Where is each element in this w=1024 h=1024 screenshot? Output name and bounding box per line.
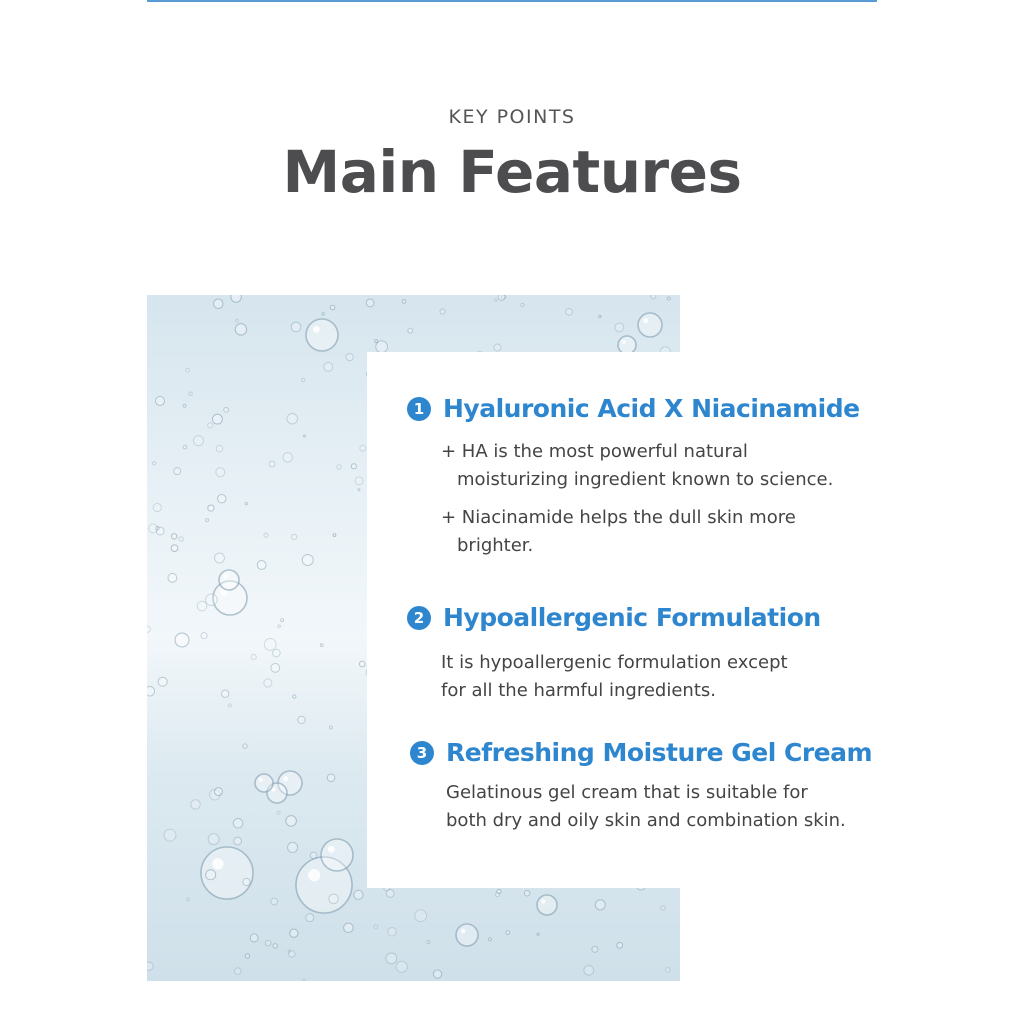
bubble-decoration <box>233 819 243 829</box>
bubble-decoration <box>415 910 427 922</box>
bubble-decoration <box>186 368 190 372</box>
bubble-highlight <box>283 776 288 781</box>
feature-1-point-1 <box>441 438 833 494</box>
bubble-decoration <box>537 933 539 935</box>
feature-3-title: Refreshing Moisture Gel Cream <box>446 738 873 767</box>
bubble-decoration <box>153 462 156 465</box>
bubble-decoration <box>271 898 278 905</box>
bubble-decoration <box>402 300 406 304</box>
bubble-decoration <box>489 938 492 941</box>
bubble-decoration <box>617 942 623 948</box>
number-1-badge: 1 <box>407 397 431 421</box>
bubble-decoration <box>228 704 231 707</box>
bubble-decoration <box>235 324 246 335</box>
bubble-decoration <box>344 923 354 933</box>
bubble-decoration <box>168 573 177 582</box>
bubble-decoration <box>375 340 378 343</box>
bubble-decoration <box>638 313 662 337</box>
bubble-decoration <box>235 319 238 322</box>
bubble-decoration <box>584 966 594 976</box>
bubble-decoration <box>273 944 277 948</box>
bubble-decoration <box>208 423 213 428</box>
eyebrow-label: KEY POINTS <box>448 106 576 128</box>
bubble-decoration <box>147 626 150 633</box>
bubble-decoration <box>386 953 397 964</box>
bubble-decoration <box>147 962 153 970</box>
bubble-decoration <box>355 477 363 485</box>
feature-3-line-2: both dry and oily skin and combination skin. <box>446 810 846 831</box>
bubble-decoration <box>303 979 305 981</box>
bubble-highlight <box>223 574 227 578</box>
bubble-decoration <box>277 811 280 814</box>
bubble-highlight <box>328 846 335 853</box>
page-title: Main Features <box>282 138 742 206</box>
bubble-highlight <box>461 929 466 934</box>
bubble-decoration <box>665 967 670 972</box>
bubble-decoration <box>175 633 189 647</box>
bubble-decoration <box>293 695 296 698</box>
bubble-decoration <box>366 299 374 307</box>
feature-3-description <box>446 779 846 835</box>
bubble-decoration <box>147 686 155 696</box>
bubble-decoration <box>287 414 297 424</box>
bubble-highlight <box>178 636 181 639</box>
bubble-decoration <box>286 816 297 827</box>
bubble-decoration <box>197 601 207 611</box>
bubble-decoration <box>206 519 209 522</box>
bubble-decoration <box>292 534 297 539</box>
bubble-highlight <box>643 318 648 323</box>
bubble-decoration <box>264 533 268 537</box>
bubble-decoration <box>360 445 366 451</box>
bubble-decoration <box>278 625 281 628</box>
bubble-decoration <box>322 313 325 316</box>
bubble-decoration <box>351 464 356 469</box>
bubble-decoration <box>281 619 284 622</box>
feature-1-point-1-line-1: + HA is the most powerful natural <box>441 441 748 462</box>
bubble-decoration <box>216 468 225 477</box>
bubble-decoration <box>158 677 167 686</box>
bubble-decoration <box>310 852 317 859</box>
bubble-decoration <box>155 396 164 405</box>
bubble-decoration <box>250 934 258 942</box>
bubble-highlight <box>313 326 320 333</box>
bubble-decoration <box>320 644 323 647</box>
bubble-decoration <box>330 305 335 310</box>
feature-1-point-2-line-1: + Niacinamide helps the dull skin more <box>441 507 796 528</box>
number-3-badge: 3 <box>410 741 434 765</box>
bubble-highlight <box>212 858 223 869</box>
bubble-decoration <box>298 716 305 723</box>
feature-2-description <box>441 649 788 705</box>
bubble-decoration <box>661 906 665 910</box>
bubble-decoration <box>174 468 181 475</box>
bubble-decoration <box>396 961 407 972</box>
bubble-decoration <box>222 690 229 697</box>
bubble-decoration <box>156 526 159 529</box>
bubble-decoration <box>257 561 266 570</box>
bubble-decoration <box>329 894 338 903</box>
bubble-decoration <box>495 892 499 896</box>
bubble-highlight <box>259 778 263 782</box>
bubble-decoration <box>214 788 222 796</box>
bubble-decoration <box>265 940 271 946</box>
bubble-decoration <box>183 445 187 449</box>
bubble-highlight <box>308 869 320 881</box>
bubble-decoration <box>651 295 656 299</box>
feature-1-point-2-line-2: brighter. <box>457 535 534 556</box>
bubble-decoration <box>566 308 573 315</box>
bubble-decoration <box>359 661 365 667</box>
bubble-decoration <box>327 774 335 782</box>
bubble-decoration <box>208 505 214 511</box>
bubble-decoration <box>495 299 497 301</box>
feature-2-line-1: It is hypoallergenic formulation except <box>441 652 788 673</box>
bubble-decoration <box>255 774 273 792</box>
bubble-decoration <box>215 553 225 563</box>
bubble-decoration <box>506 931 510 935</box>
bubble-decoration <box>245 954 249 958</box>
top-divider <box>147 0 877 2</box>
bubble-decoration <box>440 309 445 314</box>
bubble-decoration <box>595 900 605 910</box>
bubble-decoration <box>615 323 624 332</box>
bubble-decoration <box>524 890 530 896</box>
bubble-decoration <box>537 895 557 915</box>
bubble-decoration <box>206 870 216 880</box>
bubble-decoration <box>208 834 219 845</box>
feature-1-point-1-line-2: moisturizing ingredient known to science. <box>457 469 834 490</box>
bubble-decoration <box>171 534 176 539</box>
bubble-decoration <box>179 537 183 541</box>
bubble-decoration <box>264 679 272 687</box>
bubble-decoration <box>354 890 363 899</box>
bubble-decoration <box>291 322 301 332</box>
bubble-decoration <box>251 654 256 659</box>
feature-1-heading <box>407 394 860 423</box>
bubble-decoration <box>321 839 353 871</box>
bubble-decoration <box>599 315 601 317</box>
bubble-decoration <box>189 392 192 395</box>
bubble-decoration <box>456 924 478 946</box>
bubble-decoration <box>346 353 353 360</box>
bubble-decoration <box>164 829 176 841</box>
bubble-decoration <box>337 465 341 469</box>
bubble-decoration <box>216 445 223 452</box>
bubble-decoration <box>358 489 360 491</box>
bubble-decoration <box>194 436 204 446</box>
feature-2-title: Hypoallergenic Formulation <box>443 603 821 632</box>
bubble-decoration <box>287 842 297 852</box>
bubble-decoration <box>592 946 598 952</box>
bubble-decoration <box>433 970 441 978</box>
bubble-decoration <box>302 554 313 565</box>
bubble-decoration <box>219 570 239 590</box>
bubble-decoration <box>302 378 305 381</box>
feature-1-title: Hyaluronic Acid X Niacinamide <box>443 394 860 423</box>
bubble-highlight <box>622 340 626 344</box>
bubble-decoration <box>271 663 280 672</box>
bubble-decoration <box>498 295 505 300</box>
feature-3-line-1: Gelatinous gel cream that is suitable for <box>446 782 808 803</box>
bubble-decoration <box>324 362 333 371</box>
bubble-decoration <box>212 414 222 424</box>
bubble-decoration <box>245 502 247 504</box>
bubble-decoration <box>408 328 413 333</box>
bubble-decoration <box>290 929 298 937</box>
bubble-decoration <box>283 453 292 462</box>
bubble-decoration <box>153 503 161 511</box>
feature-1-point-2 <box>441 504 796 560</box>
bubble-decoration <box>303 435 305 437</box>
bubble-decoration <box>224 407 229 412</box>
bubble-decoration <box>306 914 314 922</box>
bubble-decoration <box>329 726 332 729</box>
bubble-decoration <box>234 837 242 845</box>
bubble-decoration <box>388 927 397 936</box>
bubble-decoration <box>191 800 200 809</box>
bubble-decoration <box>667 297 670 300</box>
bubble-decoration <box>427 941 430 944</box>
bubble-decoration <box>243 878 250 885</box>
bubble-decoration <box>264 638 276 650</box>
bubble-decoration <box>187 898 190 901</box>
bubble-decoration <box>494 344 501 351</box>
bubble-decoration <box>183 404 186 407</box>
bubble-decoration <box>201 632 207 638</box>
bubble-decoration <box>269 461 275 467</box>
feature-2-line-2: for all the harmful ingredients. <box>441 680 716 701</box>
features-card <box>367 352 873 888</box>
bubble-decoration <box>333 534 336 537</box>
bubble-decoration <box>171 545 178 552</box>
bubble-decoration <box>273 649 281 657</box>
bubble-decoration <box>289 951 295 957</box>
bubble-decoration <box>214 299 223 308</box>
bubble-decoration <box>376 341 388 353</box>
bubble-highlight <box>541 899 545 903</box>
bubble-decoration <box>218 495 226 503</box>
feature-2-heading <box>407 603 821 632</box>
bubble-decoration <box>235 968 241 974</box>
bubble-decoration <box>206 594 218 606</box>
bubble-decoration <box>521 303 524 306</box>
feature-3-heading <box>410 738 872 767</box>
bubble-decoration <box>306 319 338 351</box>
bubble-decoration <box>374 925 378 929</box>
number-2-badge: 2 <box>407 606 431 630</box>
bubble-decoration <box>231 295 241 302</box>
bubble-decoration <box>243 744 247 748</box>
